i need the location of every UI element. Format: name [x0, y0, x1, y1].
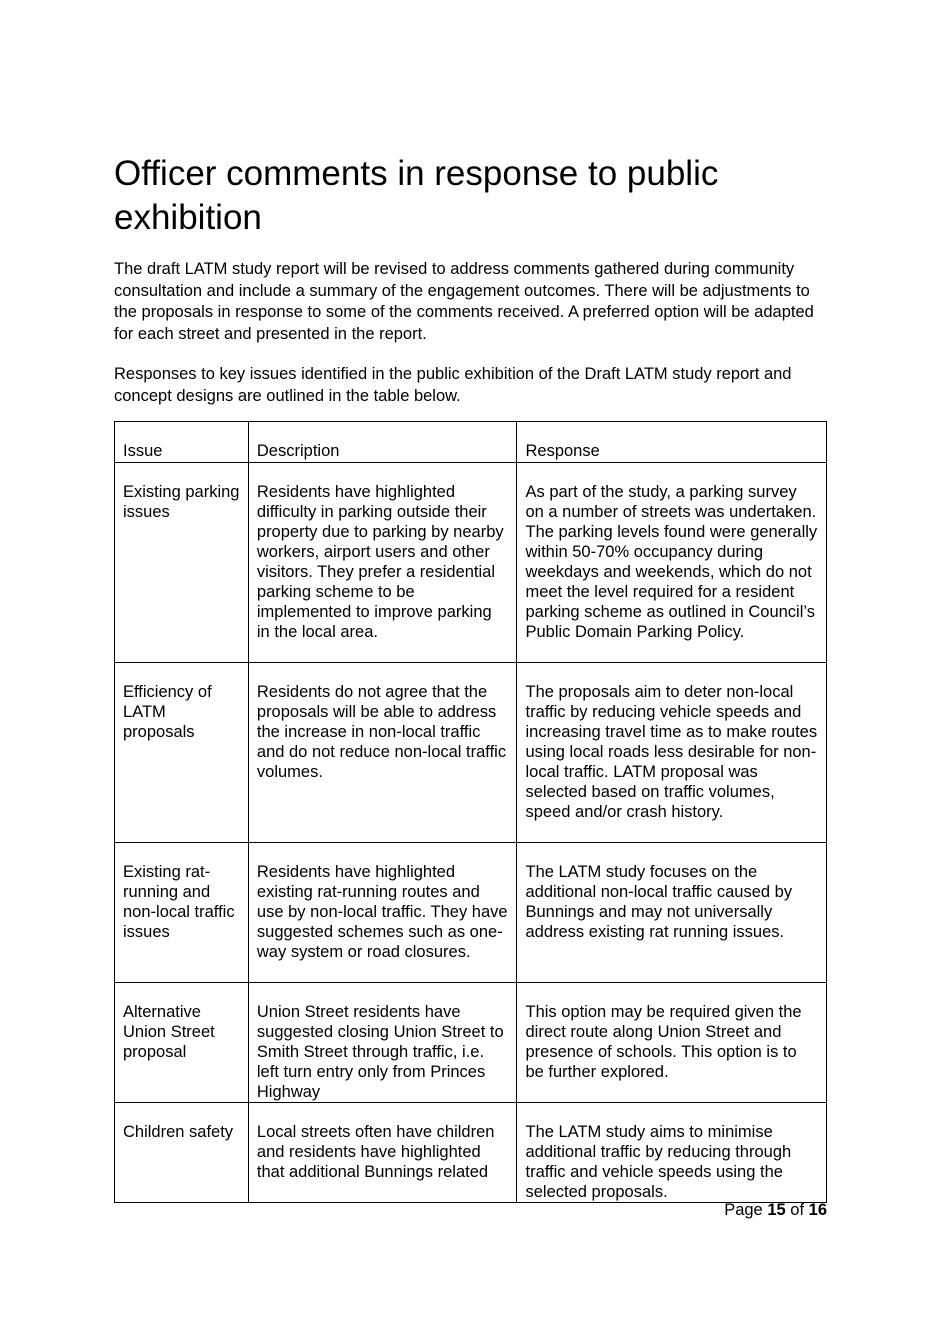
issue-cell: Children safety: [115, 1103, 249, 1203]
issue-cell: Efficiency of LATM proposals: [115, 663, 249, 843]
table-header-row: [115, 422, 827, 463]
response-cell: The proposals aim to deter non-local traffic by reducing vehicle speeds and increasing travel time as to make routes using local roads less desirable for non-local traffic. LATM proposal was selected based on traffic volumes, speed and/or crash history.: [517, 663, 827, 843]
page-number: [724, 1200, 827, 1220]
response-cell: As part of the study, a parking survey on a number of streets was undertaken. The parking levels found were generally within 50-70% occupancy during weekdays and weekends, which do not meet the level required for a resident parking scheme as outlined in Council’s Public Domain Parking Policy.: [517, 463, 827, 663]
issues-table: [114, 421, 827, 1203]
table-row: [115, 1103, 827, 1203]
total-pages: 16: [808, 1201, 827, 1219]
issue-cell: Existing rat-running and non-local traffic issues: [115, 843, 249, 983]
header-description: Description: [248, 422, 517, 463]
of-word: of: [790, 1201, 805, 1219]
table-row: [115, 663, 827, 843]
current-page: 15: [767, 1201, 786, 1219]
description-cell: Union Street residents have suggested closing Union Street to Smith Street through traffic, i.e. left turn entry only from Princes Highway: [248, 983, 517, 1103]
response-cell: The LATM study focuses on the additional non-local traffic caused by Bunnings and may not universally address existing rat running issues.: [517, 843, 827, 983]
table-row: [115, 843, 827, 983]
header-issue: Issue: [115, 422, 249, 463]
description-cell: Residents have highlighted existing rat-running routes and use by non-local traffic. They have suggested schemes such as one-way system or road closures.: [248, 843, 517, 983]
response-cell: This option may be required given the direct route along Union Street and presence of schools. This option is to be further explored.: [517, 983, 827, 1103]
page-word: Page: [724, 1201, 763, 1219]
description-cell: Residents have highlighted difficulty in parking outside their property due to parking by nearby workers, airport users and other visitors. They prefer a residential parking scheme to be implemented to improve parking in the local area.: [248, 463, 517, 663]
page-title: Officer comments in response to public exhibition: [114, 154, 719, 237]
description-cell: Local streets often have children and residents have highlighted that additional Bunnings related: [248, 1103, 517, 1203]
table-row: [115, 463, 827, 663]
intro-paragraph: The draft LATM study report will be revised to address comments gathered during community consultation and include a summary of the engagement outcomes. There will be adjustments to the proposals in response to some of the comments received. A preferred option will be adapted for each street and presented in the report.: [114, 260, 814, 343]
issue-cell: Alternative Union Street proposal: [115, 983, 249, 1103]
issue-cell: Existing parking issues: [115, 463, 249, 663]
response-cell: The LATM study aims to minimise additional traffic by reducing through traffic and vehicle speeds using the selected proposals.: [517, 1103, 827, 1203]
description-cell: Residents do not agree that the proposals will be able to address the increase in non-local traffic and do not reduce non-local traffic volumes.: [248, 663, 517, 843]
header-response: Response: [517, 422, 827, 463]
table-intro-paragraph: Responses to key issues identified in the public exhibition of the Draft LATM study report and concept designs are outlined in the table below.: [114, 365, 792, 405]
table-row: [115, 983, 827, 1103]
